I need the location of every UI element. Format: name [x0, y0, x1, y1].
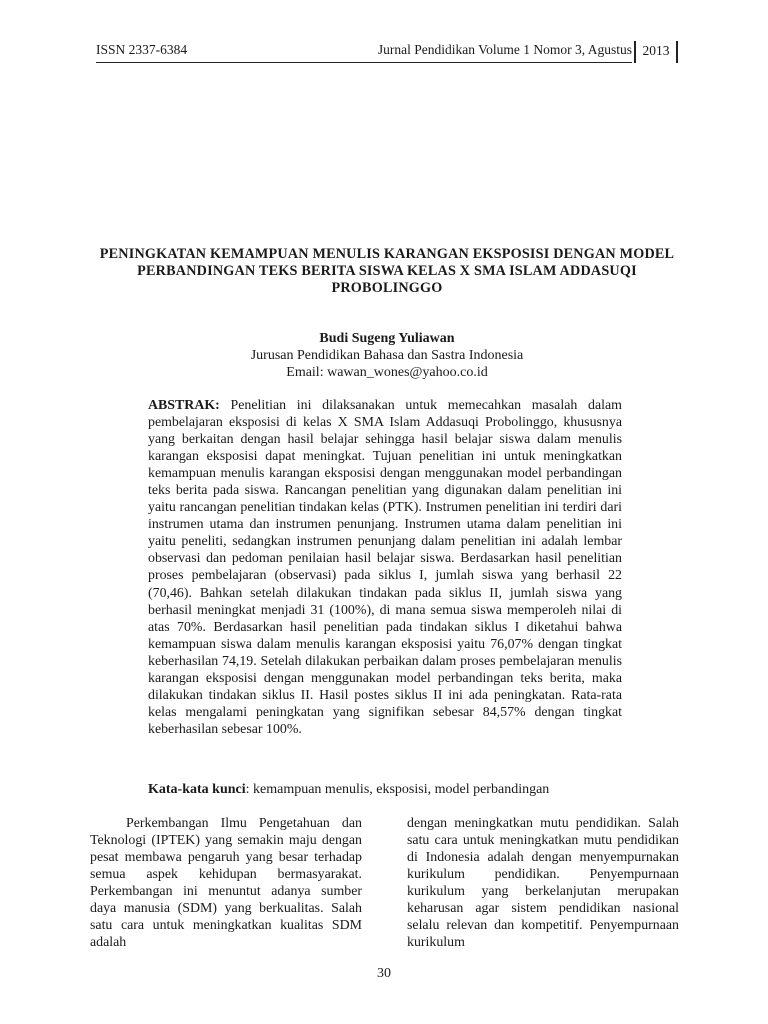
keywords-text: : kemampuan menulis, eksposisi, model perbandingan — [245, 782, 550, 797]
header-journal: Jurnal Pendidikan Volume 1 Nomor 3, Agustus — [377, 42, 632, 57]
body-paragraph: Perkembangan Ilmu Pengetahuan dan Teknologi (IPTEK) yang semakin maju dengan pesat membawa pengaruh yang besar terhadap semua aspek kehidupan bermasyarakat. Perkembangan ini menuntut adanya sumber daya manusia (SDM) yang berkualitas. Salah satu cara untuk meningkatkan kualitas SDM adalah — [90, 816, 362, 951]
author-block — [96, 330, 678, 381]
body-left-column — [90, 815, 362, 951]
paper-title: PENINGKATAN KEMAMPUAN MENULIS KARANGAN EKSPOSISI DENGAN MODEL PERBANDINGAN TEKS BERITA SISWA KELAS X SMA ISLAM ADDASUQI PROBOLINGGO — [99, 246, 675, 296]
author-name: Budi Sugeng Yuliawan — [319, 331, 455, 346]
author-email: Email: wawan_wones@yahoo.co.id — [286, 365, 488, 380]
header-issn: ISSN 2337-6384 — [96, 42, 188, 57]
keywords — [148, 781, 668, 798]
abstract-text: Penelitian ini dilaksanakan untuk memecahkan masalah dalam pembelajaran eksposisi di kelas X SMA Islam Addasuqi Probolinggo, khususnya yang berkaitan dengan hasil belajar sehingga hasil belajar siswa dalam menulis karangan eksposisi dapat meningkat. Tujuan penelitian ini untuk meningkatkan kemampuan menulis karangan eksposisi dengan menggunakan model perbandingan teks berita pada siswa. Rancangan penelitian yang digunakan dalam penelitian ini yaitu rancangan penelitian tindakan kelas (PTK). Instrumen penelitian ini terdiri dari instrumen utama dan instrumen penunjang. Instrumen utama dalam penelitian ini yaitu peneliti, sedangkan instrumen penunjang dalam penelitian ini adalah lembar observasi dan pedoman penilaian hasil belajar siswa. Berdasarkan hasil penelitian proses pembelajaran (observasi) pada siklus I, jumlah siswa yang berhasil 22 (70,46). Bahkan setelah dilakukan tindakan pada siklus II, jumlah siswa yang berhasil meningkat menjadi 31 (100%), di mana semua siswa memperoleh nilai di atas 70%. Berdasarkan hasil penelitian pada tindakan siklus I diketahui bahwa kemampuan siswa dalam menulis karangan eksposisi yaitu 76,07% dengan tingkat keberhasilan 74,19. Setelah dilakukan perbaikan dalam proses pembelajaran menulis karangan eksposisi dengan menggunakan model perbandingan teks berita, maka dilakukan tindakan siklus II. Hasil postes siklus II ini ada peningkatan. Rata-rata kelas mengalami peningkatan yang signifikan sebesar 84,57% dengan tingkat keberhasilan sebesar 100%. — [148, 398, 622, 737]
header-rule — [96, 62, 632, 63]
abstract — [148, 397, 622, 738]
page-number: 30 — [377, 966, 391, 981]
running-header — [96, 42, 678, 64]
body-paragraph-continued: dengan meningkatkan mutu pendidikan. Salah satu cara untuk meningkatkan mutu pendidikan di Indonesia adalah dengan menyempurnakan kurikulum pendidikan. Penyempurnaan kurikulum yang berkelanjutan merupakan keharusan agar sistem pendidikan nasional selalu relevan dan kompetitif. Penyempurnaan kurikulum — [407, 816, 679, 951]
abstract-label: ABSTRAK: — [148, 398, 220, 413]
body-right-column — [407, 815, 679, 951]
author-affiliation: Jurusan Pendidikan Bahasa dan Sastra Indonesia — [250, 348, 524, 363]
header-year: 2013 — [634, 41, 678, 63]
keywords-label: Kata-kata kunci — [148, 782, 246, 797]
